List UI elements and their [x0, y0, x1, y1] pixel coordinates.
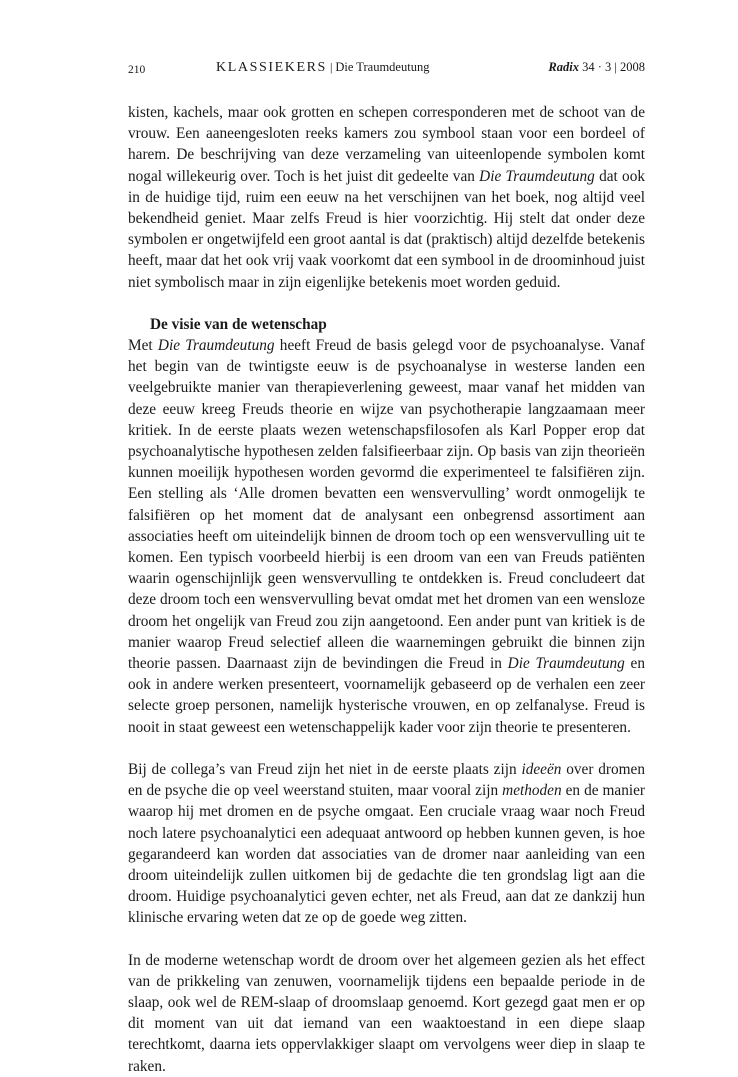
spacer — [128, 929, 645, 950]
paragraph-3: Bij de collega’s van Freud zijn het niet in de eerste plaats zijn ideeën over dromen en de psyche die op veel weerstand stuiten, maar vooral zijn methoden en de manier waarop hij met dromen en de psyche omgaat. Een cruciale vraag waar noch Freud noch latere psychoanalytici een adequaat antwoord op hebben kunnen geven, is hoe gegarandeerd kan worden dat associaties van de dromer naar aanleiding van een droom uiteindelijk zullen uitkomen bij de gedachte die ten grondslag ligt aan die droom. Huidige psychoanalytici geven echter, net als Freud, aan dat ze dankzij hun klinische ervaring weten dat ze op de goede weg zitten. — [128, 760, 645, 927]
paragraph-1: kisten, kachels, maar ook grotten en schepen corresponderen met de schoot van de vrouw. Een aaneengesloten reeks kamers zou symbool staan voor een bordeel of harem. De beschrijving van deze verzameling van uiteenlopende symbolen komt nogal willekeurig over. Toch is het juist dit gedeelte van Die Traumdeutung dat ook in de huidige tijd, ruim een eeuw na het verschijnen van het boek, nog altijd veel bekendheid geniet. Maar zelfs Freud is hier voorzichtig. Hij stelt dat onder deze symbolen er ongetwijfeld een groot aantal is dat (praktisch) altijd dezelfde betekenis heeft, maar dat het ook vrij vaak voorkomt dat een symbool in de droominhoud juist niet symbolisch maar in zijn eigenlijke betekenis moet worden geduid. — [128, 104, 645, 291]
running-header — [128, 60, 645, 82]
journal-info — [548, 60, 645, 75]
header-separator: | — [329, 60, 333, 74]
paragraph-4: In de moderne wetenschap wordt de droom over het algemeen gezien als het effect van de prikkeling van zenuwen, voornamelijk tijdens een bepaalde periode in de slaap, ook wel de REM-slaap of droomslaap genoemd. Kort gezegd gaat men er op dit moment van uit dat iemand van een waaktoestand in een diepe slaap terechtkomt, daarna iets oppervlakkiger slaapt om vervolgens weer diep in slaap te raken. — [128, 951, 645, 1075]
section-title: KLASSIEKERS — [216, 60, 327, 75]
section-heading: De visie van de wetenschap — [150, 315, 327, 333]
paragraph-2: Met Die Traumdeutung heeft Freud de basis gelegd voor de psychoanalyse. Vanaf het begin van de twintigste eeuw is de psychoanalyse in westerse landen een veelgebruikte manier van therapieverlening geweest, maar vanaf het midden van deze eeuw kreeg Freuds theorie en wijze van psychotherapie langzaamaan meer kritiek. In de eerste plaats wezen wetenschapsfilosofen als Karl Popper erop dat psychoanalytische hypothesen zelden falsifieerbaar zijn. Op basis van zijn theorieën kunnen moeilijk hypothesen worden gevormd die experimenteel te falsifiëren zijn. Een stelling als ‘Alle dromen bevatten een wensvervulling’ wordt onmogelijk te falsifiëren op het moment dat de analysant een onbegrensd assortiment aan associaties heeft om uiteindelijk binnen de droom toch op een wensvervulling uit te komen. Een typisch voorbeeld hierbij is een droom van een van Freuds patiënten waarin ogenschijnlijk geen wensvervulling te ontdekken is. Freud concludeert dat deze droom toch een wensvervulling bevat omdat met het dromen van een wensloze droom het ongelijk van Freud zou zijn aangetoond. Een ander punt van kritiek is de manier waarop Freud selectief alleen die waarnemingen gebruikt die binnen zijn theorie passen. Daarnaast zijn de bevindingen die Freud in Die Traumdeutung en ook in andere werken presenteert, voornamelijk gebaseerd op de verhalen een zeer selecte groep personen, namelijk hysterische vrouwen, en op zelfanalyse. Freud is nooit in staat geweest een wetenschappelijk kader voor zijn theorie te presenteren. — [128, 337, 645, 736]
header-center — [216, 60, 429, 76]
journal-issue: 34 · 3 | 2008 — [582, 60, 645, 74]
spacer — [128, 293, 645, 314]
header-subtitle: Die Traumdeutung — [335, 60, 430, 74]
article-body — [128, 102, 645, 1077]
page-number: 210 — [128, 64, 146, 76]
spacer — [128, 738, 645, 759]
journal-name: Radix — [548, 60, 579, 74]
page — [128, 60, 645, 1075]
